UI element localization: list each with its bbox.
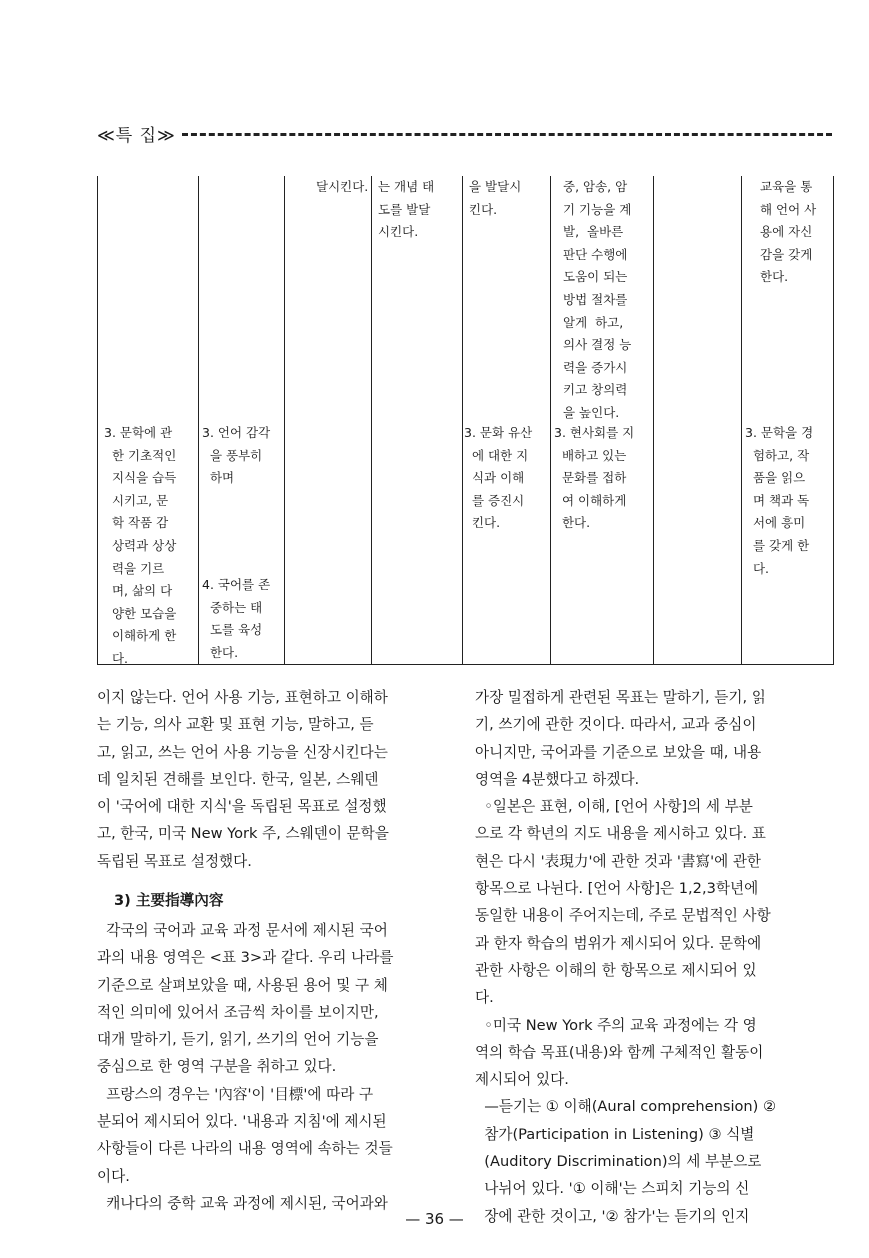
content-table (97, 176, 834, 665)
section-label: ≪특 집≫ (97, 125, 176, 146)
section-header (97, 118, 832, 148)
table-column-divider (371, 176, 372, 664)
header-dashed-rule (182, 133, 832, 136)
table-column-divider (741, 176, 742, 664)
table-cell: 교육을 통 해 언어 사 용에 자신 감을 갖게 한다. (760, 179, 817, 285)
table-column-divider (284, 176, 285, 664)
table-cell: 달시킨다. (316, 179, 369, 194)
table-cell: 중, 암송, 암 기 기능을 계 발, 올바른 판단 수행에 도움이 되는 방법 절차를 알게 하고, 의사 결정 능 력을 증가시 키고 창의력 을 높인다. (563, 179, 632, 420)
page-number: — 36 — (405, 1210, 464, 1228)
right-column-text: 가장 밀접하게 관련된 목표는 말하기, 듣기, 읽 기, 쓰기에 관한 것이다. 따라서, 교과 중심이 아니지만, 국어과를 기준으로 보았을 때, 내용 영역을 4분했다고 하겠다. ◦일본은 표현, 이해, [언어 사항]의 세 부분 으로 각 학년의 지도 내용을 제시하고 있다. 표 현은 다시 '表現力'에 관한 것과 '書寫'에 관한 항목으로 나뉜다. [언어 사항]은 1,2,3학년에 동일한 내용이 주어지는데, 주로 문법적인 사항 과 한자 학습의 범위가 제시되어 있다. 문학에 관한 사항은 이해의 한 항목으로 제시되어 있 다. ◦미국 New York 주의 교육 과정에는 각 영 역의 학습 목표(내용)와 함께 구체적인 활동이 제시되어 있다. —듣기는 ① 이해(Aural comprehension) ② 참가(Participation in Listening) ③ 식별 (Auditory Discrimination)의 세 부분으로 나뉘어 있다. '① 이해'는 스피치 기능의 신 장에 관한 것이고, '② 참가'는 듣기의 인지 (475, 689, 777, 1225)
left-column-paragraph-2: 각국의 국어과 교육 과정 문서에 제시된 국어 과의 내용 영역은 <표 3>과 같다. 우리 나라를 기준으로 살펴보았을 때, 사용된 용어 및 구 체 적인 의미에 있어서 조금씩 차이를 보이지만, 대개 말하기, 듣기, 읽기, 쓰기의 언어 기능을 중심으로 한 영역 구분을 취하고 있다. 프랑스의 경우는 '內容'이 '目標'에 따라 구 분되어 제시되어 있다. '내용과 지침'에 제시된 사항들이 다른 나라의 내용 영역에 속하는 것들 이다. 캐나다의 중학 교육 과정에 제시된, 국어과와 (97, 922, 394, 1212)
table-column-divider (198, 176, 199, 664)
table-column-divider (550, 176, 551, 664)
left-column-paragraph-1: 이지 않는다. 언어 사용 기능, 표현하고 이해하 는 기능, 의사 교환 및 표현 기능, 말하고, 듣 고, 읽고, 쓰는 언어 사용 기능을 신장시킨다는 데 일치된 견해를 보인다. 한국, 일본, 스웨덴 이 '국어에 대한 지식'을 독립된 목표로 설정했 고, 한국, 미국 New York 주, 스웨덴이 문학을 독립된 목표로 설정했다. (97, 689, 389, 870)
table-cell: 3. 언어 감각 을 풍부히 하며 (202, 425, 271, 486)
section-heading: 3) 主要指導內容 (114, 892, 224, 909)
table-column-divider (462, 176, 463, 664)
table-cell: 3. 문학에 관 한 기초적인 지식을 습득 시키고, 문 학 작품 감 상력과 상상 력을 기르 며, 삶의 다 양한 모습을 이해하게 한 다. (104, 425, 177, 666)
table-cell: 3. 문학을 경 험하고, 작 품을 읽으 며 책과 독 서에 흥미 를 갖게 한 다. (745, 425, 814, 576)
table-cell: 3. 현사회를 지 배하고 있는 문화를 접하 여 이해하게 한다. (554, 425, 635, 531)
table-cell: 는 개념 태 도를 발달 시킨다. (378, 179, 435, 240)
table-column-divider (653, 176, 654, 664)
table-cell: 을 발달시 킨다. (469, 179, 522, 217)
table-cell: 3. 문화 유산 에 대한 지 식과 이해 를 증진시 킨다. (464, 425, 533, 531)
table-cell: 4. 국어를 존 중하는 태 도를 육성 한다. (202, 577, 271, 660)
